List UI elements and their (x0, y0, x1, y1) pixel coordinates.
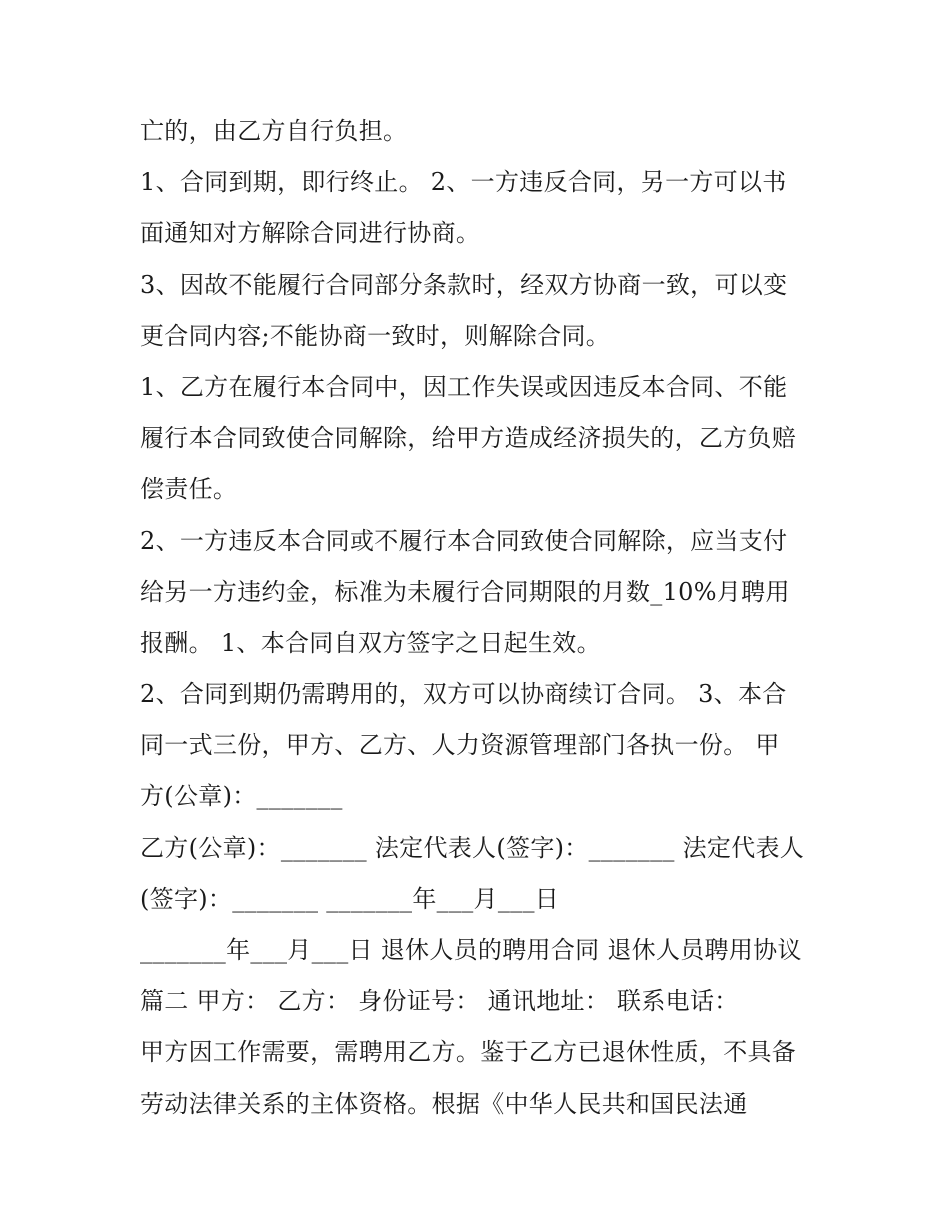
text-line: 面通知对方解除合同进行协商。 (140, 219, 481, 248)
text-line: 亡的，由乙方自行负担。 (140, 117, 408, 145)
text-line: 2、一方违反本合同或不履行本合同致使合同解除，应当支付 (140, 526, 788, 555)
text-line: _______年___月___日 退休人员的聘用合同 退休人员聘用协议 (140, 936, 802, 964)
text-line: 偿责任。 (140, 475, 238, 504)
text-line: 履行本合同致使合同解除，给甲方造成经济损失的，乙方负赔 (140, 424, 797, 453)
text-line: 2、合同到期仍需聘用的，双方可以协商续订合同。 3、本合 (140, 680, 787, 709)
text-line: 3、因故不能履行合同部分条款时，经双方协商一致，可以变 (140, 270, 788, 299)
text-line: 1、合同到期，即行终止。 2、一方违反合同，另一方可以书 (140, 168, 787, 197)
text-line: 乙方(公章)：_______ 法定代表人(签字)：_______ 法定代表人 (140, 833, 805, 862)
text-line: 同一式三份，甲方、乙方、人力资源管理部门各执一份。 甲 (140, 731, 780, 760)
text-line: 1、乙方在履行本合同中，因工作失误或因违反本合同、不能 (140, 372, 788, 401)
text-line: 劳动法律关系的主体资格。根据《中华人民共和国民法通 (140, 1089, 748, 1118)
text-line: 方(公章)：_______ (140, 782, 343, 811)
document-body (140, 106, 820, 1130)
text-line: (签字)：_______ _______年___月___日 (140, 884, 560, 913)
text-line: 给另一方违约金，标准为未履行合同期限的月数_10%月聘用 (140, 577, 790, 606)
text-line: 甲方因工作需要，需聘用乙方。鉴于乙方已退休性质，不具备 (140, 1038, 797, 1067)
text-line: 更合同内容;不能协商一致时，则解除合同。 (140, 321, 611, 350)
text-line: 报酬。 1、本合同自双方签字之日起生效。 (140, 628, 601, 657)
text-line: 篇二 甲方： 乙方： 身份证号： 通讯地址： 联系电话： (140, 987, 739, 1016)
